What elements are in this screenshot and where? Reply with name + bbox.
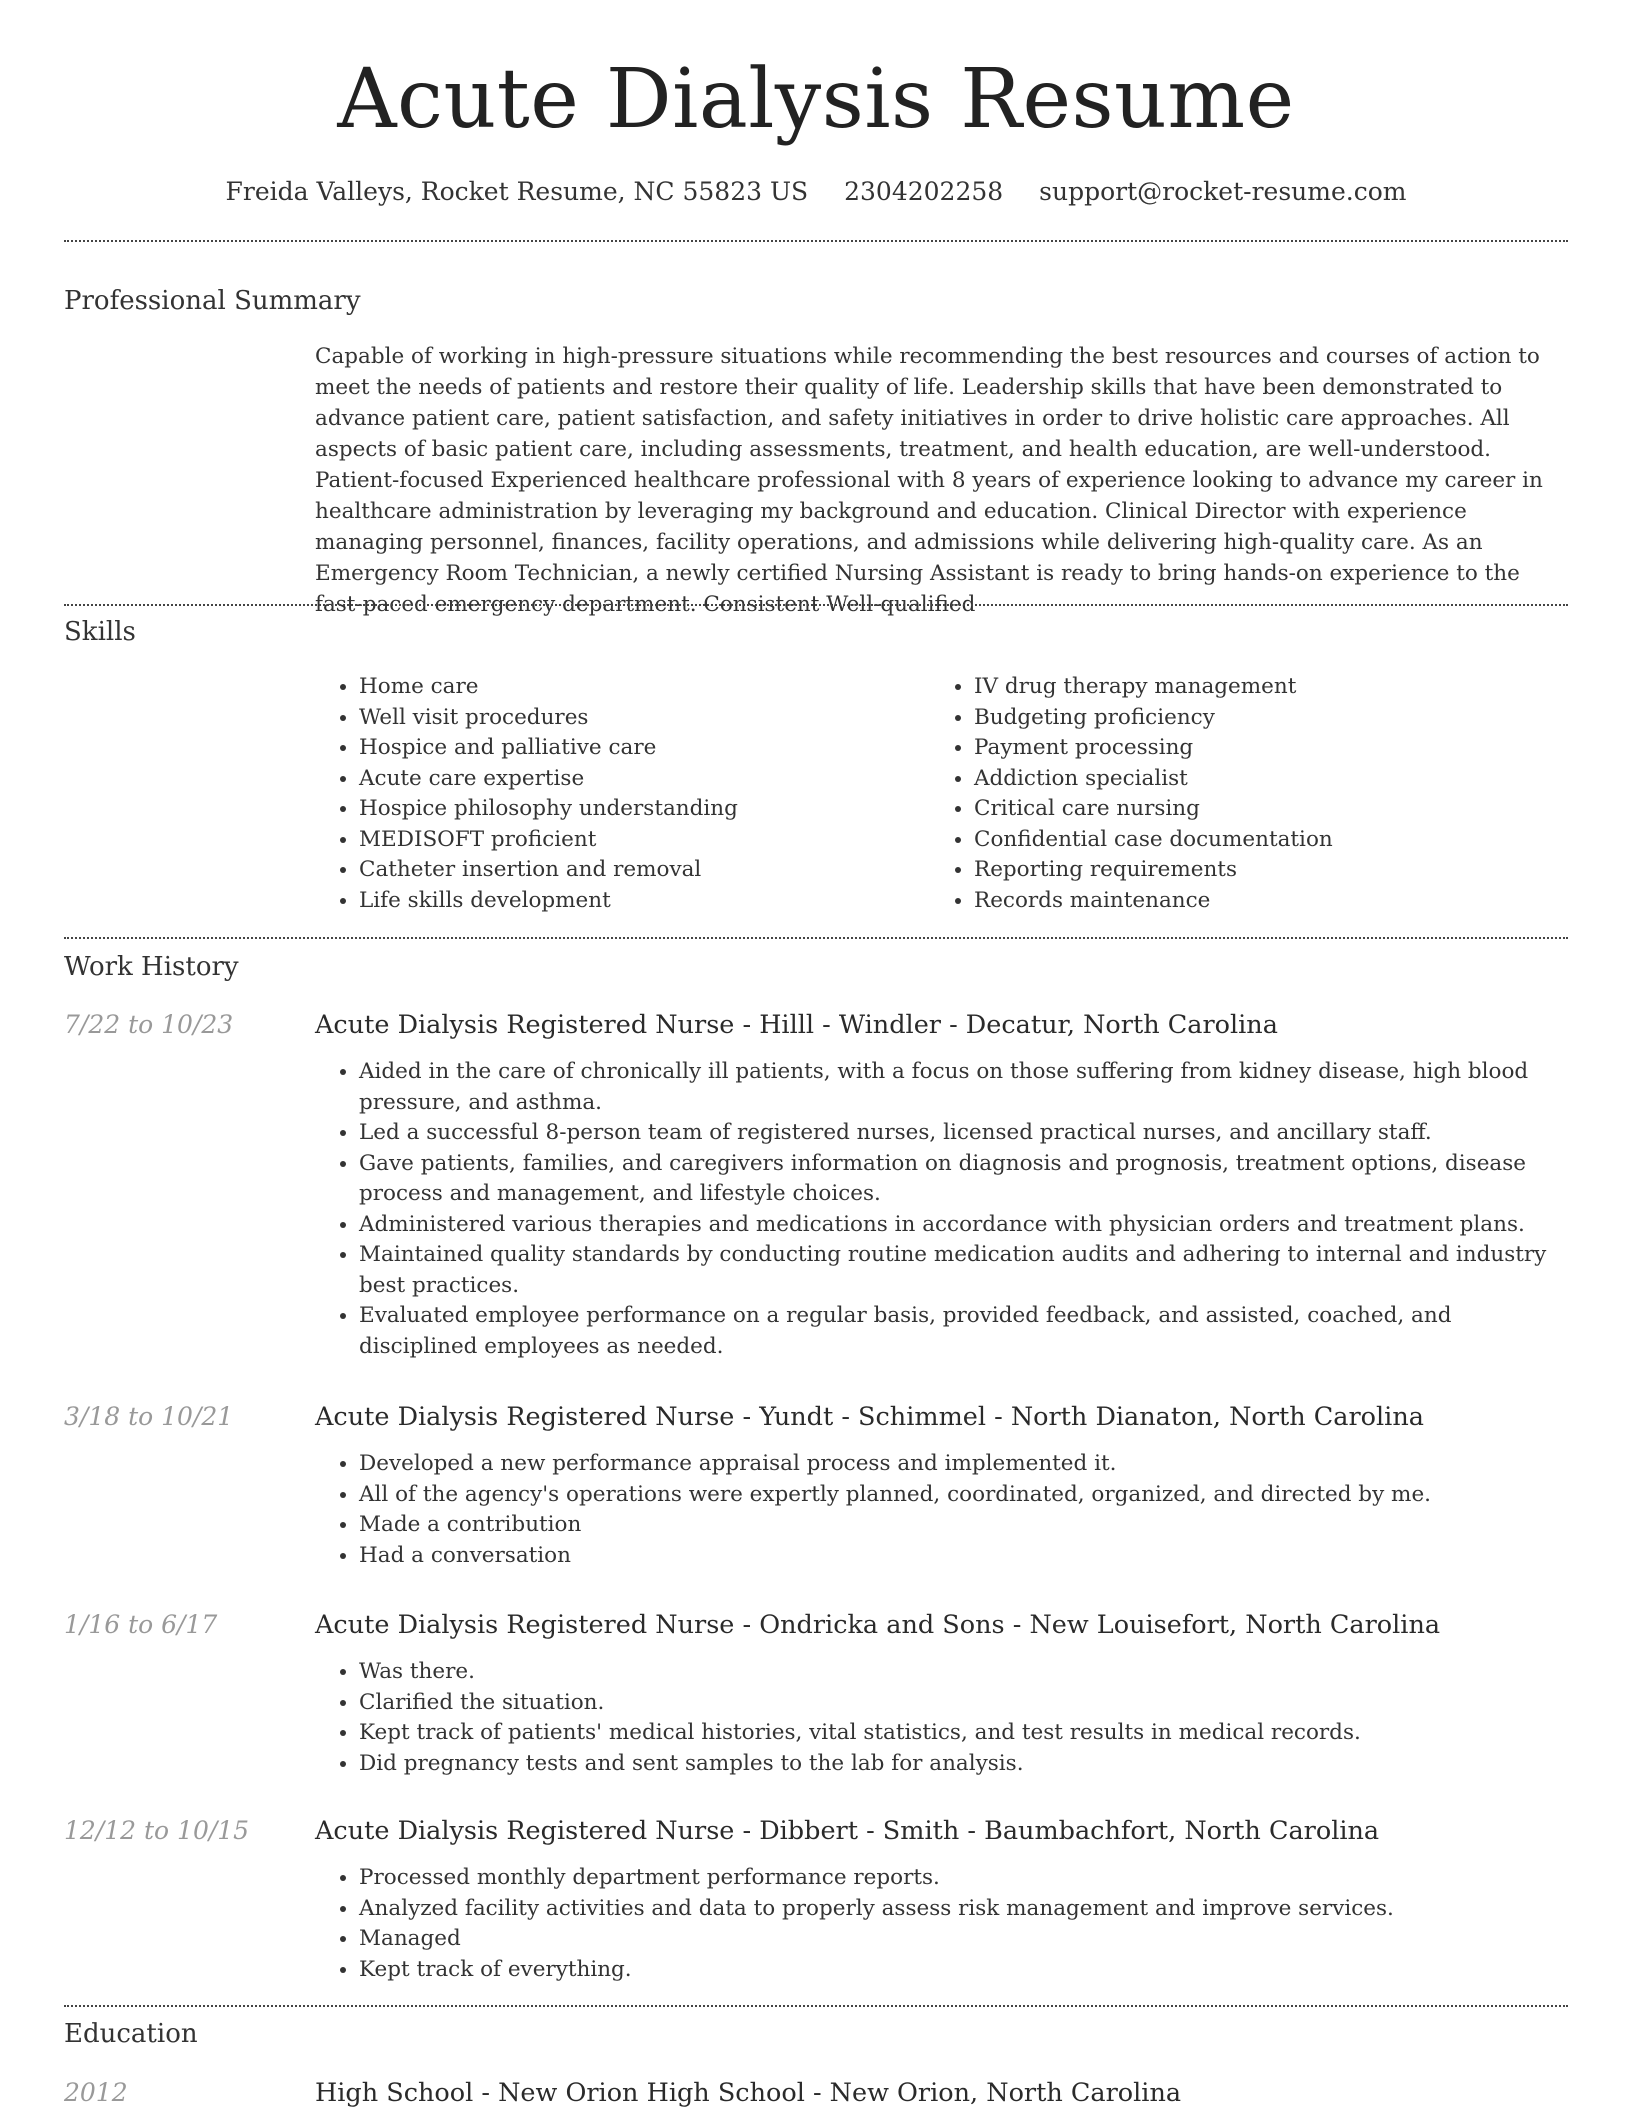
work-bullets xyxy=(315,1449,1568,1571)
work-bullet: • Did pregnancy tests and sent samples to the lab for analysis. xyxy=(359,1749,1568,1780)
contact-email: support@rocket-resume.com xyxy=(1039,177,1407,206)
work-bullet: • Kept track of everything. xyxy=(359,1955,1568,1986)
section-heading-work-history: Work History xyxy=(64,952,239,982)
work-dates: 12/12 to 10/15 xyxy=(64,1816,250,1845)
work-bullet: • Analyzed facility activities and data to properly assess risk management and improve services. xyxy=(359,1894,1568,1925)
work-bullet: • Was there. xyxy=(359,1657,1568,1688)
work-title: Acute Dialysis Registered Nurse - Dibbert - Smith - Baumbachfort, North Carolina xyxy=(315,1816,1380,1846)
work-bullet: • Processed monthly department performance reports. xyxy=(359,1863,1568,1894)
skill-item: • Acute care expertise xyxy=(359,764,930,795)
divider xyxy=(64,604,1568,606)
work-title: Acute Dialysis Registered Nurse - Hilll - Windler - Decatur, North Carolina xyxy=(315,1010,1278,1040)
skill-item: • Well visit procedures xyxy=(359,703,930,734)
section-heading-skills: Skills xyxy=(64,617,136,647)
resume-title: Acute Dialysis Resume xyxy=(337,52,1295,147)
skill-item: • Home care xyxy=(359,672,930,703)
skill-item: • Records maintenance xyxy=(974,886,1333,917)
contact-phone: 2304202258 xyxy=(844,177,1004,206)
skill-item: • Addiction specialist xyxy=(974,764,1333,795)
skill-item: • Budgeting proficiency xyxy=(974,703,1333,734)
work-bullet: • Managed xyxy=(359,1924,1568,1955)
work-bullet: • Led a successful 8-person team of registered nurses, licensed practical nurses, and ancillary staff. xyxy=(359,1118,1568,1149)
work-bullet: • Evaluated employee performance on a regular basis, provided feedback, and assisted, coached, and disciplined employees as needed. xyxy=(359,1301,1568,1362)
work-bullet: • All of the agency's operations were expertly planned, coordinated, organized, and directed by me. xyxy=(359,1480,1568,1511)
section-heading-summary: Professional Summary xyxy=(64,286,361,316)
work-bullet: • Administered various therapies and medications in accordance with physician orders and treatment plans. xyxy=(359,1210,1568,1241)
skill-item: • MEDISOFT proficient xyxy=(359,825,930,856)
contact-address: Freida Valleys, Rocket Resume, NC 55823 US xyxy=(225,177,809,206)
work-bullets xyxy=(315,1057,1568,1362)
work-bullets xyxy=(315,1657,1568,1779)
skill-item: • Confidential case documentation xyxy=(974,825,1333,856)
skill-item: • Payment processing xyxy=(974,733,1333,764)
divider xyxy=(64,2005,1568,2007)
resume-header xyxy=(0,50,1632,208)
work-dates: 7/22 to 10/23 xyxy=(64,1010,234,1039)
section-heading-education: Education xyxy=(64,2019,198,2049)
work-bullet: • Clarified the situation. xyxy=(359,1688,1568,1719)
work-title: Acute Dialysis Registered Nurse - Yundt - Schimmel - North Dianaton, North Carolina xyxy=(315,1402,1424,1432)
skill-item: • Life skills development xyxy=(359,886,930,917)
skill-item: • IV drug therapy management xyxy=(974,672,1333,703)
skill-item: • Reporting requirements xyxy=(974,855,1333,886)
work-bullet: • Gave patients, families, and caregivers information on diagnosis and prognosis, treatment options, disease process and management, and lifestyle choices. xyxy=(359,1149,1568,1210)
work-bullet: • Maintained quality standards by conducting routine medication audits and adhering to internal and industry best practices. xyxy=(359,1240,1568,1301)
skills-column-right xyxy=(930,672,1333,916)
divider xyxy=(64,240,1568,242)
skill-item: • Hospice philosophy understanding xyxy=(359,794,930,825)
skill-item: • Hospice and palliative care xyxy=(359,733,930,764)
work-dates: 3/18 to 10/21 xyxy=(64,1402,234,1431)
education-title: High School - New Orion High School - New Orion, North Carolina xyxy=(315,2078,1182,2108)
work-bullet: • Aided in the care of chronically ill patients, with a focus on those suffering from kidney disease, high blood pressure, and asthma. xyxy=(359,1057,1568,1118)
contact-line xyxy=(0,176,1632,208)
skills-list xyxy=(315,672,1565,916)
skills-column-left xyxy=(315,672,930,916)
education-year: 2012 xyxy=(64,2078,128,2107)
skill-item: • Catheter insertion and removal xyxy=(359,855,930,886)
work-bullet: • Had a conversation xyxy=(359,1541,1568,1572)
work-bullet: • Made a contribution xyxy=(359,1510,1568,1541)
summary-text: Capable of working in high-pressure situations while recommending the best resources and courses of action to meet the needs of patients and restore their quality of life. Leadership skills that have been demonstrated to advance patient care, patient satisfaction, and safety initiatives in order to drive holistic care approaches. All aspects of basic patient care, including assessments, treatment, and health education, are well-understood. Patient-focused Experienced healthcare professional with 8 years of experience looking to advance my career in healthcare administration by leveraging my background and education. Clinical Director with experience managing personnel, finances, facility operations, and admissions while delivering high-quality care. As an Emergency Room Technician, a newly certified Nursing Assistant is ready to bring hands-on experience to the fast-paced emergency department. Consistent Well-qualified xyxy=(315,344,1543,617)
skill-item: • Critical care nursing xyxy=(974,794,1333,825)
work-bullets xyxy=(315,1863,1568,1985)
work-dates: 1/16 to 6/17 xyxy=(64,1610,218,1639)
work-bullet: • Developed a new performance appraisal process and implemented it. xyxy=(359,1449,1568,1480)
divider xyxy=(64,937,1568,939)
work-title: Acute Dialysis Registered Nurse - Ondricka and Sons - New Louisefort, North Carolina xyxy=(315,1610,1441,1640)
work-bullet: • Kept track of patients' medical histories, vital statistics, and test results in medical records. xyxy=(359,1718,1568,1749)
